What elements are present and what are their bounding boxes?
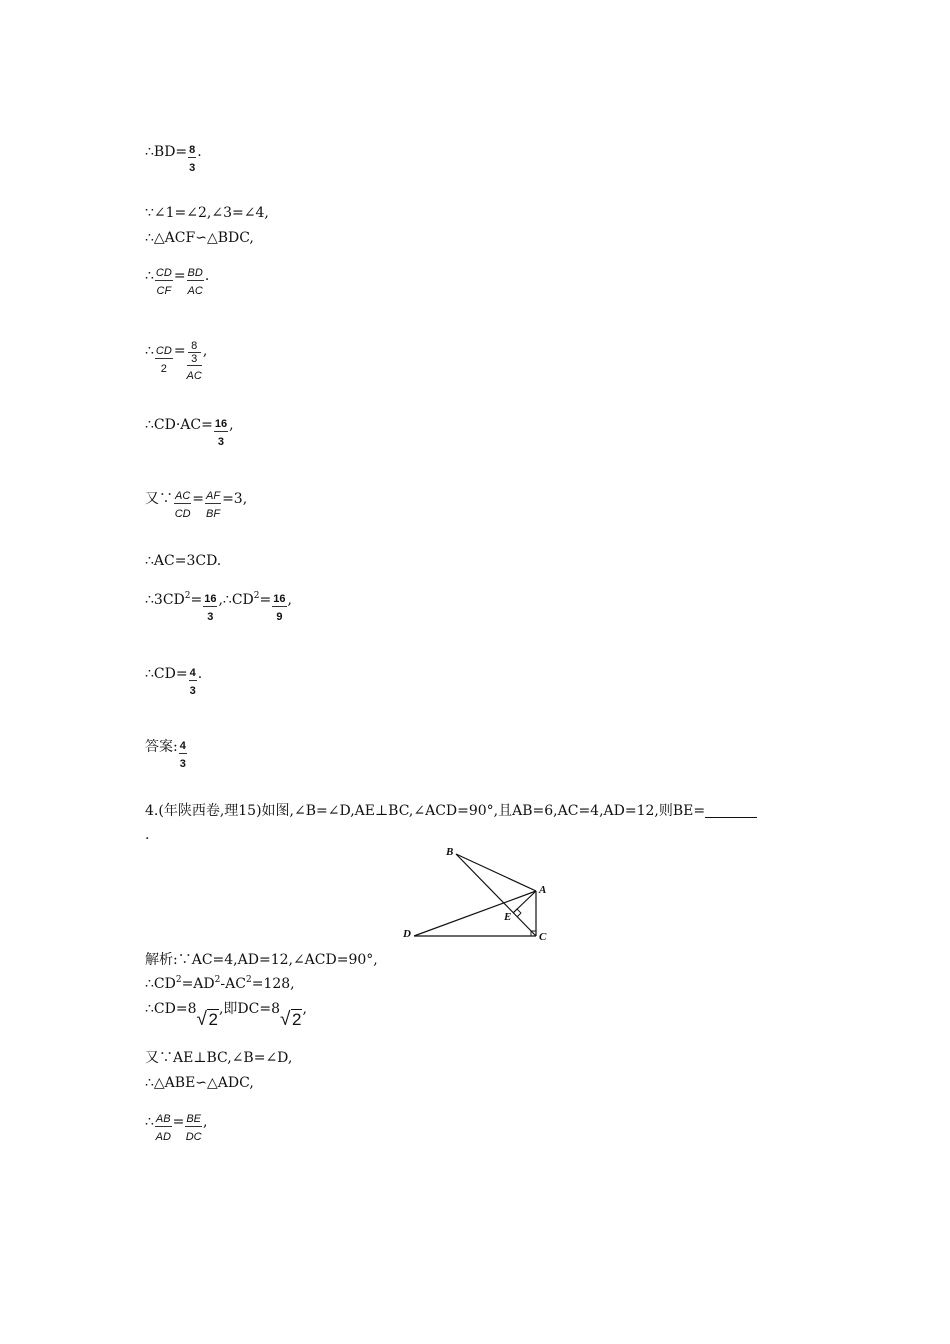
text: 又∵ bbox=[145, 491, 173, 507]
line-ratio-cd-2 bbox=[145, 342, 207, 385]
text: 答案: bbox=[145, 739, 178, 755]
text: . bbox=[197, 666, 203, 682]
fraction bbox=[187, 267, 204, 298]
denominator: 3 bbox=[179, 758, 186, 770]
square-root bbox=[196, 1011, 218, 1029]
geometry-figure bbox=[400, 842, 560, 946]
denominator: BF bbox=[206, 508, 221, 520]
fraction bbox=[188, 144, 196, 175]
line-cd-sqrt bbox=[145, 1000, 307, 1029]
text: ,∴CD bbox=[218, 592, 254, 608]
numerator: 16 bbox=[214, 418, 228, 430]
line-similar-acf-bdc: ∴△ACF∽△BDC, bbox=[145, 230, 254, 246]
numerator: BD bbox=[187, 267, 203, 279]
exponent: 2 bbox=[184, 591, 191, 601]
text: -AC bbox=[220, 976, 246, 992]
line-ratio-ab-ad bbox=[145, 1113, 207, 1144]
line-bd bbox=[145, 143, 202, 174]
text: = bbox=[192, 491, 205, 507]
text: =AD bbox=[181, 976, 215, 992]
segment-ba bbox=[456, 854, 536, 891]
inner-denominator: 3 bbox=[188, 352, 201, 365]
numerator: 4 bbox=[189, 667, 196, 679]
square-root bbox=[280, 1011, 302, 1029]
numerator: AF bbox=[206, 490, 221, 502]
exponent: 2 bbox=[175, 975, 182, 985]
text: ∴BD= bbox=[145, 144, 188, 160]
text: ∴CD bbox=[145, 976, 176, 992]
line-cd-ac bbox=[145, 416, 234, 447]
text: = bbox=[172, 1114, 185, 1130]
denominator: 3 bbox=[207, 611, 214, 623]
numerator bbox=[187, 340, 202, 366]
text: ,即DC=8 bbox=[218, 1001, 280, 1017]
text: , bbox=[287, 592, 292, 608]
text: , bbox=[229, 417, 234, 433]
line-analysis: 解析:∵AC=4,AD=12,∠ACD=90°, bbox=[145, 952, 378, 968]
denominator: AC bbox=[186, 370, 202, 382]
numerator: 4 bbox=[179, 740, 186, 752]
fraction bbox=[174, 490, 191, 521]
text: = bbox=[190, 592, 203, 608]
text: =3, bbox=[222, 491, 248, 507]
fraction bbox=[155, 267, 173, 298]
line-answer bbox=[145, 738, 188, 769]
fraction bbox=[205, 490, 221, 521]
radicand: 2 bbox=[208, 1010, 218, 1029]
question-4-period: . bbox=[145, 827, 150, 843]
fraction bbox=[155, 345, 173, 376]
text: ∴CD=8 bbox=[145, 1001, 197, 1017]
numerator: AB bbox=[155, 1113, 171, 1125]
line-ac-3cd: ∴AC=3CD. bbox=[145, 553, 222, 569]
denominator: 3 bbox=[189, 685, 196, 697]
denominator: AD bbox=[155, 1131, 171, 1143]
inner-numerator: 8 bbox=[191, 340, 198, 352]
label-c: C bbox=[539, 931, 547, 943]
segment-da bbox=[414, 891, 536, 936]
numerator: AC bbox=[175, 490, 191, 502]
denominator: 3 bbox=[217, 436, 225, 448]
fraction bbox=[179, 740, 187, 771]
label-b: B bbox=[446, 846, 454, 858]
question-text: 4.(年陕西卷,理15)如图,∠B=∠D,AE⊥BC,∠ACD=90°,且AB=6,AC=4,AD=12,则BE= bbox=[145, 803, 706, 819]
label-e: E bbox=[504, 911, 512, 923]
denominator: 2 bbox=[160, 363, 167, 375]
numerator: BE bbox=[186, 1113, 202, 1125]
text: . bbox=[197, 144, 202, 160]
answer-blank bbox=[705, 803, 757, 818]
denominator: AC bbox=[187, 285, 203, 297]
denominator: 3 bbox=[189, 162, 196, 174]
text: = bbox=[173, 343, 186, 359]
line-ratio-ac-cd bbox=[145, 490, 247, 521]
numerator: CD bbox=[155, 345, 172, 357]
text: , bbox=[302, 1001, 307, 1017]
text: . bbox=[204, 268, 210, 284]
text: ∴CD·AC= bbox=[145, 417, 213, 433]
exponent: 2 bbox=[253, 591, 260, 601]
text: ∴ bbox=[145, 268, 154, 284]
line-angles: ∵∠1=∠2,∠3=∠4, bbox=[145, 205, 269, 221]
denominator: DC bbox=[185, 1131, 202, 1143]
fraction bbox=[214, 418, 228, 449]
radicand: 2 bbox=[291, 1010, 302, 1029]
denominator: 9 bbox=[276, 611, 283, 623]
text: = bbox=[259, 592, 272, 608]
numerator: 8 bbox=[189, 144, 196, 156]
compound-fraction bbox=[187, 340, 202, 383]
exponent: 2 bbox=[245, 975, 252, 985]
numerator: 16 bbox=[273, 593, 286, 605]
exponent: 2 bbox=[214, 975, 221, 985]
line-ratio-cd-cf bbox=[145, 267, 209, 298]
denominator: CD bbox=[174, 508, 191, 520]
radical-sign: √ bbox=[196, 1009, 207, 1030]
line-cd-result bbox=[145, 665, 202, 696]
text: = bbox=[173, 268, 186, 284]
fraction bbox=[203, 593, 217, 624]
denominator: CF bbox=[156, 285, 172, 297]
line-ae-bc: 又∵AE⊥BC,∠B=∠D, bbox=[145, 1050, 293, 1066]
fraction bbox=[189, 667, 197, 698]
fraction bbox=[155, 1113, 172, 1144]
label-d: D bbox=[403, 928, 411, 940]
text: , bbox=[203, 1114, 208, 1130]
text: , bbox=[202, 343, 208, 359]
line-similar-abe-adc: ∴△ABE∽△ADC, bbox=[145, 1075, 254, 1091]
numerator: CD bbox=[155, 267, 172, 279]
line-3cd2 bbox=[145, 591, 292, 622]
label-a: A bbox=[539, 884, 547, 896]
text: ∴ bbox=[145, 1114, 154, 1130]
question-4 bbox=[145, 802, 757, 820]
text: ∴ bbox=[145, 343, 154, 359]
text: =128, bbox=[251, 976, 295, 992]
fraction bbox=[185, 1113, 202, 1144]
fraction bbox=[272, 593, 286, 624]
numerator: 16 bbox=[204, 593, 217, 605]
text: ∴3CD bbox=[145, 592, 185, 608]
line-cd2 bbox=[145, 975, 295, 993]
text: ∴CD= bbox=[145, 666, 188, 682]
radical-sign: √ bbox=[279, 1009, 291, 1030]
